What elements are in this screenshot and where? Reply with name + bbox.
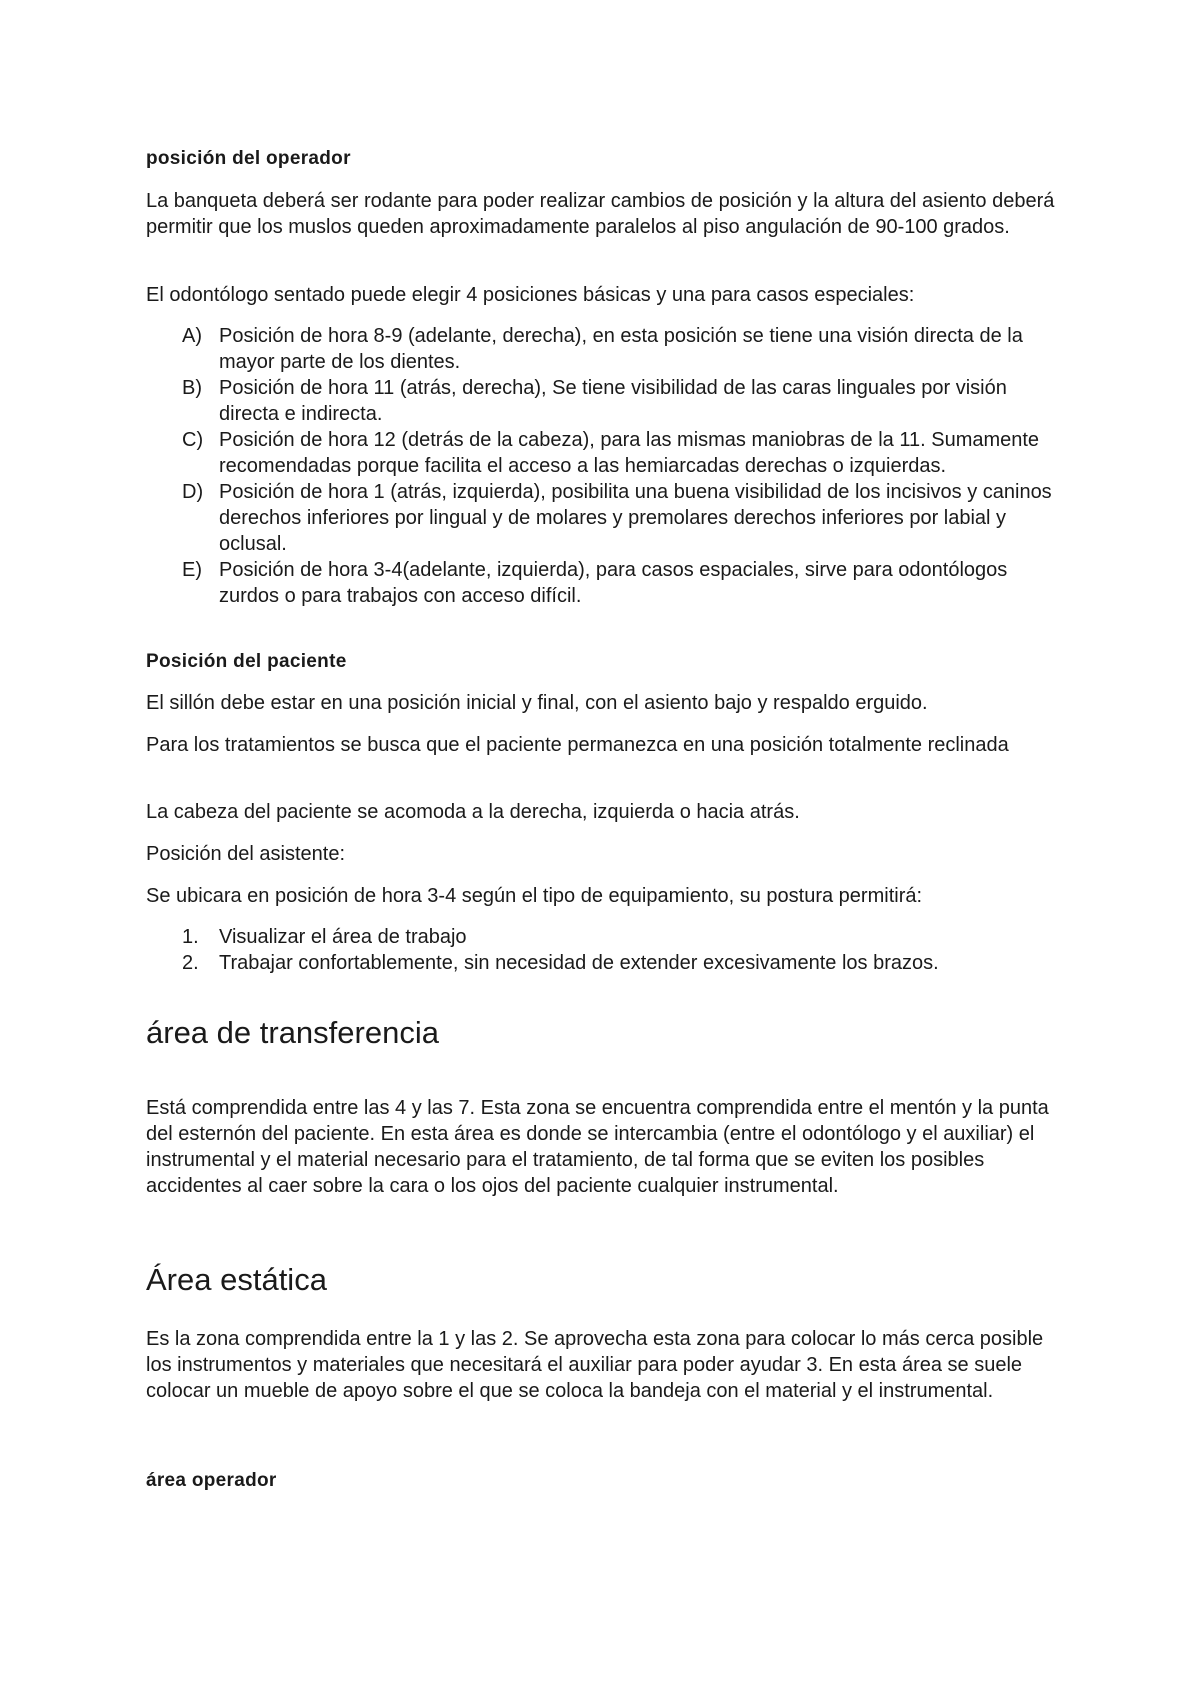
operator-area-heading: área operador bbox=[146, 1470, 277, 1491]
patient-position-heading: Posición del paciente bbox=[146, 651, 347, 672]
list-item bbox=[146, 323, 1066, 375]
patient-paragraph-2: Para los tratamientos se busca que el paciente permanezca en una posición totalmente reclinada bbox=[146, 734, 1009, 756]
assistant-position-heading: Posición del asistente: bbox=[146, 843, 346, 865]
operator-paragraph-2: El odontólogo sentado puede elegir 4 posiciones básicas y una para casos especiales: bbox=[146, 284, 915, 306]
list-item-text: Posición de hora 1 (atrás, izquierda), posibilita una buena visibilidad de los incisivos y caninos derechos inferiores por lingual y de molares y premolares derechos inferiores por labial y oclusal. bbox=[219, 481, 1052, 555]
list-item bbox=[146, 557, 1066, 609]
list-marker: 1. bbox=[182, 926, 199, 948]
list-marker: A) bbox=[182, 325, 202, 347]
transfer-area-heading: área de transferencia bbox=[146, 1015, 439, 1050]
patient-paragraph-3: La cabeza del paciente se acomoda a la derecha, izquierda o hacia atrás. bbox=[146, 801, 800, 823]
list-item-text: Trabajar confortablemente, sin necesidad de extender excesivamente los brazos. bbox=[219, 952, 939, 974]
list-item bbox=[146, 950, 1066, 976]
assistant-paragraph-1: Se ubicara en posición de hora 3-4 según el tipo de equipamiento, su postura permitirá: bbox=[146, 885, 923, 907]
static-area-heading: Área estática bbox=[146, 1262, 327, 1297]
list-item bbox=[146, 479, 1066, 557]
operator-paragraph-1: La banqueta deberá ser rodante para poder realizar cambios de posición y la altura del asiento deberá permitir que los muslos queden aproximadamente paralelos al piso angulación de 90-100 grados. bbox=[146, 190, 1055, 238]
list-item-text: Posición de hora 11 (atrás, derecha), Se tiene visibilidad de las caras linguales por visión directa e indirecta. bbox=[219, 377, 1007, 425]
list-item-text: Posición de hora 3-4(adelante, izquierda), para casos espaciales, sirve para odontólogos zurdos o para trabajos con acceso difícil. bbox=[219, 559, 1008, 607]
list-marker: D) bbox=[182, 481, 204, 503]
list-item-text: Posición de hora 12 (detrás de la cabeza), para las mismas maniobras de la 11. Sumamente recomendadas porque facilita el acceso a las hemiarcadas derechas o izquierdas. bbox=[219, 429, 1040, 477]
list-marker: 2. bbox=[182, 952, 199, 974]
list-item bbox=[146, 924, 1066, 950]
operator-position-heading: posición del operador bbox=[146, 148, 351, 169]
list-item bbox=[146, 375, 1066, 427]
list-marker: E) bbox=[182, 559, 202, 581]
list-item bbox=[146, 427, 1066, 479]
assistant-list bbox=[146, 924, 1066, 976]
list-marker: C) bbox=[182, 429, 204, 451]
document-page bbox=[146, 0, 1066, 1696]
patient-paragraph-1: El sillón debe estar en una posición inicial y final, con el asiento bajo y respaldo erguido. bbox=[146, 692, 928, 714]
transfer-area-paragraph: Está comprendida entre las 4 y las 7. Esta zona se encuentra comprendida entre el mentón y la punta del esternón del paciente. En esta área es donde se intercambia (entre el odontólogo y el auxiliar) el instrumental y el material necesario para el tratamiento, de tal forma que se eviten los posibles accidentes al caer sobre la cara o los ojos del paciente cualquier instrumental. bbox=[146, 1097, 1049, 1197]
list-item-text: Posición de hora 8-9 (adelante, derecha), en esta posición se tiene una visión directa de la mayor parte de los dientes. bbox=[219, 325, 1023, 373]
list-item-text: Visualizar el área de trabajo bbox=[219, 926, 467, 948]
static-area-paragraph: Es la zona comprendida entre la 1 y las 2. Se aprovecha esta zona para colocar lo más cerca posible los instrumentos y materiales que necesitará el auxiliar para poder ayudar 3. En esta área se suele colocar un mueble de apoyo sobre el que se coloca la bandeja con el material y el instrumental. bbox=[146, 1328, 1044, 1402]
list-marker: B) bbox=[182, 377, 202, 399]
operator-positions-list bbox=[146, 323, 1066, 609]
